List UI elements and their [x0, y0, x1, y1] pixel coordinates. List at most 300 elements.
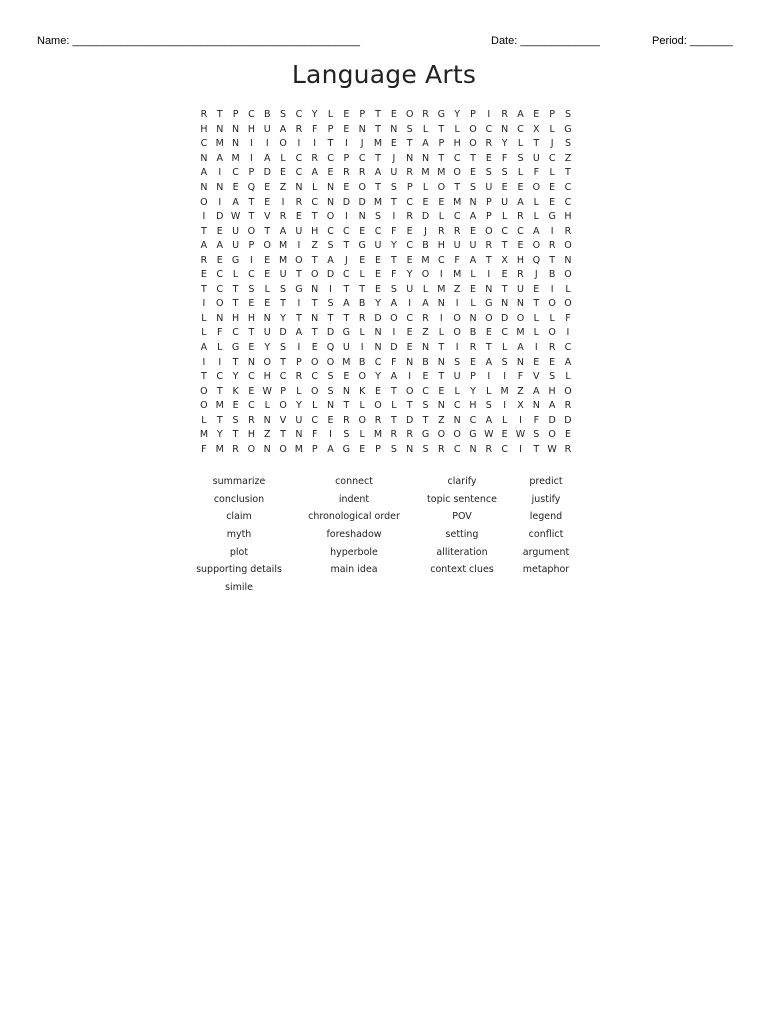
grid-letter[interactable]: O: [216, 298, 224, 310]
grid-letter[interactable]: E: [264, 182, 271, 193]
grid-letter[interactable]: N: [295, 429, 303, 441]
grid-letter[interactable]: T: [422, 414, 429, 426]
grid-letter[interactable]: N: [326, 196, 335, 208]
grid-letter[interactable]: C: [501, 443, 508, 455]
grid-letter[interactable]: R: [438, 443, 445, 455]
grid-letter[interactable]: I: [202, 298, 206, 310]
grid-letter[interactable]: B: [358, 356, 366, 368]
grid-letter[interactable]: V: [279, 414, 287, 426]
grid-letter[interactable]: R: [279, 211, 287, 223]
grid-letter[interactable]: E: [485, 327, 492, 339]
grid-letter[interactable]: O: [279, 443, 287, 455]
grid-letter[interactable]: E: [406, 342, 413, 354]
grid-letter[interactable]: N: [342, 385, 350, 397]
grid-letter[interactable]: T: [390, 385, 397, 397]
grid-letter[interactable]: O: [469, 138, 477, 150]
grid-letter[interactable]: L: [549, 167, 555, 179]
grid-letter[interactable]: L: [359, 269, 365, 281]
grid-letter[interactable]: S: [422, 400, 429, 412]
grid-letter[interactable]: L: [327, 109, 334, 121]
grid-letter[interactable]: L: [312, 182, 318, 193]
grid-letter[interactable]: N: [453, 414, 461, 426]
name-field[interactable]: Name: _______________________________________________: [37, 35, 360, 47]
grid-letter[interactable]: C: [248, 400, 255, 412]
grid-letter[interactable]: T: [311, 327, 318, 339]
grid-letter[interactable]: R: [469, 342, 477, 354]
grid-letter[interactable]: E: [406, 254, 413, 266]
grid-letter[interactable]: A: [469, 211, 477, 223]
grid-letter[interactable]: L: [422, 283, 429, 295]
grid-letter[interactable]: X: [517, 400, 524, 412]
grid-letter[interactable]: T: [280, 298, 286, 310]
grid-letter[interactable]: E: [485, 152, 492, 164]
grid-letter[interactable]: E: [517, 240, 524, 252]
grid-letter[interactable]: C: [453, 400, 461, 412]
grid-letter[interactable]: L: [422, 182, 429, 193]
grid-letter[interactable]: U: [295, 414, 303, 426]
grid-letter[interactable]: E: [295, 211, 302, 223]
grid-letter[interactable]: G: [231, 342, 240, 354]
grid-letter[interactable]: A: [200, 342, 208, 354]
grid-letter[interactable]: R: [295, 123, 303, 135]
grid-letter[interactable]: O: [548, 298, 556, 310]
grid-letter[interactable]: T: [201, 283, 207, 295]
grid-letter[interactable]: N: [263, 312, 271, 324]
grid-letter[interactable]: P: [311, 443, 318, 455]
grid-letter[interactable]: N: [516, 298, 525, 310]
grid-letter[interactable]: C: [327, 152, 334, 164]
grid-letter[interactable]: O: [548, 327, 556, 339]
grid-letter[interactable]: N: [421, 342, 430, 354]
grid-letter[interactable]: F: [565, 312, 571, 324]
grid-letter[interactable]: I: [487, 371, 491, 383]
grid-letter[interactable]: E: [311, 342, 318, 354]
grid-letter[interactable]: E: [248, 342, 255, 354]
grid-letter[interactable]: T: [232, 283, 239, 295]
grid-letter[interactable]: C: [311, 196, 319, 208]
grid-letter[interactable]: O: [295, 254, 303, 266]
grid-letter[interactable]: L: [470, 298, 476, 310]
grid-letter[interactable]: E: [327, 414, 334, 426]
grid-letter[interactable]: B: [422, 240, 429, 252]
grid-letter[interactable]: D: [326, 327, 335, 339]
grid-letter[interactable]: S: [549, 371, 556, 383]
grid-letter[interactable]: N: [421, 152, 430, 164]
grid-letter[interactable]: G: [564, 123, 572, 135]
grid-letter[interactable]: C: [216, 283, 224, 295]
grid-letter[interactable]: A: [390, 371, 398, 383]
grid-letter[interactable]: E: [248, 385, 255, 397]
grid-letter[interactable]: S: [327, 240, 334, 252]
grid-letter[interactable]: O: [421, 269, 430, 281]
grid-letter[interactable]: A: [374, 167, 382, 179]
grid-letter[interactable]: S: [375, 211, 382, 223]
grid-letter[interactable]: D: [406, 414, 414, 426]
grid-letter[interactable]: Y: [264, 342, 271, 354]
grid-letter[interactable]: L: [565, 371, 571, 383]
grid-letter[interactable]: A: [200, 240, 208, 252]
grid-letter[interactable]: C: [564, 342, 572, 354]
grid-letter[interactable]: I: [329, 283, 332, 295]
grid-letter[interactable]: T: [264, 225, 271, 237]
grid-letter[interactable]: R: [485, 443, 493, 455]
grid-letter[interactable]: T: [343, 283, 350, 295]
grid-letter[interactable]: H: [437, 240, 445, 252]
grid-letter[interactable]: A: [232, 196, 239, 208]
grid-letter[interactable]: S: [248, 283, 255, 295]
grid-letter[interactable]: R: [485, 240, 493, 252]
grid-letter[interactable]: L: [438, 211, 444, 223]
grid-letter[interactable]: I: [550, 225, 554, 237]
grid-letter[interactable]: T: [359, 283, 366, 295]
grid-letter[interactable]: S: [406, 123, 413, 135]
grid-letter[interactable]: C: [232, 167, 239, 179]
grid-letter[interactable]: O: [453, 312, 461, 324]
grid-letter[interactable]: O: [469, 123, 477, 135]
grid-letter[interactable]: N: [295, 182, 303, 193]
grid-letter[interactable]: S: [501, 167, 508, 179]
grid-letter[interactable]: O: [532, 240, 541, 252]
grid-letter[interactable]: T: [201, 371, 207, 383]
grid-letter[interactable]: T: [438, 152, 445, 164]
grid-letter[interactable]: N: [311, 312, 319, 324]
grid-letter[interactable]: K: [359, 385, 366, 397]
grid-letter[interactable]: I: [534, 342, 538, 354]
grid-letter[interactable]: R: [564, 400, 572, 412]
grid-letter[interactable]: H: [469, 400, 477, 412]
grid-letter[interactable]: I: [249, 254, 253, 266]
grid-letter[interactable]: T: [311, 211, 318, 223]
grid-letter[interactable]: I: [519, 443, 522, 455]
grid-letter[interactable]: A: [279, 225, 287, 237]
grid-letter[interactable]: D: [374, 312, 382, 324]
grid-letter[interactable]: R: [358, 312, 366, 324]
grid-letter[interactable]: T: [485, 254, 492, 266]
grid-letter[interactable]: E: [501, 182, 508, 193]
grid-letter[interactable]: T: [501, 283, 508, 295]
grid-letter[interactable]: L: [217, 342, 223, 354]
grid-letter[interactable]: F: [454, 254, 460, 266]
grid-letter[interactable]: L: [454, 385, 460, 397]
grid-letter[interactable]: I: [455, 342, 459, 354]
grid-letter[interactable]: I: [218, 167, 222, 179]
grid-letter[interactable]: O: [263, 240, 271, 252]
grid-letter[interactable]: V: [533, 371, 540, 383]
grid-letter[interactable]: Y: [501, 138, 508, 150]
grid-letter[interactable]: H: [247, 123, 255, 135]
grid-letter[interactable]: Y: [470, 385, 476, 397]
grid-letter[interactable]: L: [549, 312, 555, 324]
grid-letter[interactable]: E: [469, 356, 476, 368]
grid-letter[interactable]: S: [327, 385, 334, 397]
grid-letter[interactable]: T: [216, 414, 223, 426]
grid-letter[interactable]: N: [406, 356, 414, 368]
grid-letter[interactable]: Y: [232, 371, 239, 383]
grid-letter[interactable]: G: [548, 211, 556, 223]
grid-letter[interactable]: C: [406, 240, 413, 252]
grid-letter[interactable]: N: [326, 182, 335, 193]
grid-letter[interactable]: T: [295, 269, 302, 281]
grid-letter[interactable]: G: [358, 240, 366, 252]
grid-letter[interactable]: U: [469, 240, 477, 252]
grid-letter[interactable]: M: [516, 327, 525, 339]
grid-letter[interactable]: O: [310, 385, 319, 397]
grid-letter[interactable]: E: [549, 196, 556, 208]
grid-letter[interactable]: E: [232, 182, 239, 193]
grid-letter[interactable]: M: [215, 400, 224, 412]
grid-letter[interactable]: C: [248, 269, 255, 281]
grid-letter[interactable]: O: [485, 225, 493, 237]
grid-letter[interactable]: Z: [422, 327, 429, 339]
grid-letter[interactable]: T: [549, 254, 556, 266]
grid-letter[interactable]: S: [390, 182, 397, 193]
grid-letter[interactable]: A: [216, 240, 223, 252]
grid-letter[interactable]: M: [421, 167, 430, 179]
grid-letter[interactable]: O: [358, 371, 366, 383]
grid-letter[interactable]: E: [422, 196, 429, 208]
grid-letter[interactable]: O: [247, 225, 256, 237]
grid-letter[interactable]: N: [200, 152, 208, 164]
grid-letter[interactable]: S: [564, 138, 571, 150]
grid-letter[interactable]: A: [216, 152, 223, 164]
grid-letter[interactable]: R: [248, 414, 255, 426]
grid-letter[interactable]: I: [297, 138, 301, 150]
grid-letter[interactable]: S: [390, 283, 397, 295]
grid-letter[interactable]: A: [263, 152, 271, 164]
grid-letter[interactable]: E: [517, 182, 524, 193]
grid-letter[interactable]: T: [248, 327, 255, 339]
grid-letter[interactable]: U: [390, 167, 398, 179]
grid-letter[interactable]: T: [438, 371, 445, 383]
grid-letter[interactable]: N: [247, 356, 255, 368]
grid-letter[interactable]: A: [295, 327, 303, 339]
grid-letter[interactable]: L: [264, 283, 270, 295]
grid-letter[interactable]: N: [358, 211, 366, 223]
grid-letter[interactable]: G: [342, 443, 351, 455]
grid-letter[interactable]: M: [215, 138, 224, 150]
grid-letter[interactable]: D: [421, 211, 430, 223]
grid-letter[interactable]: N: [485, 283, 493, 295]
grid-letter[interactable]: L: [565, 283, 571, 295]
grid-letter[interactable]: T: [375, 109, 381, 121]
grid-letter[interactable]: L: [454, 123, 460, 135]
grid-letter[interactable]: A: [564, 356, 572, 368]
grid-letter[interactable]: E: [343, 123, 350, 135]
grid-letter[interactable]: I: [439, 312, 443, 324]
grid-letter[interactable]: T: [343, 312, 350, 324]
grid-letter[interactable]: C: [453, 152, 461, 164]
grid-letter[interactable]: C: [311, 371, 319, 383]
grid-letter[interactable]: C: [406, 312, 413, 324]
grid-letter[interactable]: P: [375, 443, 381, 455]
grid-letter[interactable]: D: [263, 167, 271, 179]
grid-letter[interactable]: O: [310, 269, 319, 281]
grid-letter[interactable]: C: [438, 254, 445, 266]
grid-letter[interactable]: I: [455, 298, 459, 310]
grid-letter[interactable]: A: [311, 167, 318, 179]
grid-letter[interactable]: L: [517, 167, 524, 179]
grid-letter[interactable]: E: [264, 254, 271, 266]
grid-letter[interactable]: E: [359, 443, 366, 455]
grid-letter[interactable]: N: [406, 443, 414, 455]
grid-letter[interactable]: E: [375, 283, 382, 295]
grid-letter[interactable]: D: [358, 196, 366, 208]
grid-letter[interactable]: F: [217, 327, 223, 339]
grid-letter[interactable]: C: [295, 167, 303, 179]
grid-letter[interactable]: U: [263, 327, 271, 339]
grid-letter[interactable]: H: [231, 312, 240, 324]
grid-letter[interactable]: U: [342, 342, 350, 354]
grid-letter[interactable]: L: [533, 327, 539, 339]
grid-letter[interactable]: A: [343, 298, 350, 310]
grid-letter[interactable]: H: [263, 371, 271, 383]
grid-letter[interactable]: P: [248, 167, 255, 179]
grid-letter[interactable]: O: [532, 182, 541, 193]
grid-letter[interactable]: A: [485, 356, 493, 368]
grid-letter[interactable]: N: [216, 312, 224, 324]
grid-letter[interactable]: E: [327, 167, 334, 179]
grid-letter[interactable]: E: [438, 196, 445, 208]
grid-letter[interactable]: E: [359, 225, 366, 237]
grid-letter[interactable]: Z: [311, 240, 318, 252]
grid-letter[interactable]: Z: [517, 385, 524, 397]
grid-letter[interactable]: O: [326, 356, 335, 368]
grid-letter[interactable]: J: [344, 254, 348, 266]
grid-letter[interactable]: I: [439, 269, 443, 281]
grid-letter[interactable]: H: [200, 123, 208, 135]
grid-letter[interactable]: C: [343, 269, 350, 281]
grid-letter[interactable]: M: [437, 167, 446, 179]
grid-letter[interactable]: R: [311, 152, 319, 164]
grid-letter[interactable]: M: [437, 283, 446, 295]
grid-letter[interactable]: O: [564, 269, 572, 281]
grid-letter[interactable]: D: [279, 327, 287, 339]
grid-letter[interactable]: H: [453, 138, 461, 150]
grid-letter[interactable]: C: [422, 385, 429, 397]
grid-letter[interactable]: O: [405, 109, 414, 121]
grid-letter[interactable]: F: [533, 414, 540, 426]
grid-letter[interactable]: E: [343, 109, 350, 121]
grid-letter[interactable]: R: [200, 109, 208, 121]
grid-letter[interactable]: F: [517, 371, 524, 383]
grid-letter[interactable]: E: [264, 196, 271, 208]
grid-letter[interactable]: O: [374, 400, 382, 412]
grid-letter[interactable]: L: [391, 400, 397, 412]
grid-letter[interactable]: S: [533, 429, 540, 441]
grid-letter[interactable]: L: [549, 123, 555, 135]
grid-letter[interactable]: L: [533, 211, 539, 223]
grid-letter[interactable]: D: [548, 414, 556, 426]
grid-letter[interactable]: D: [216, 211, 224, 223]
grid-letter[interactable]: U: [263, 123, 271, 135]
grid-letter[interactable]: A: [390, 298, 398, 310]
grid-letter[interactable]: I: [487, 109, 491, 121]
grid-letter[interactable]: I: [297, 342, 301, 354]
grid-letter[interactable]: O: [326, 211, 335, 223]
grid-letter[interactable]: D: [342, 196, 351, 208]
grid-letter[interactable]: Y: [454, 109, 461, 121]
grid-letter[interactable]: R: [390, 429, 398, 441]
grid-letter[interactable]: N: [358, 123, 366, 135]
grid-letter[interactable]: R: [548, 342, 556, 354]
grid-letter[interactable]: E: [375, 385, 382, 397]
grid-letter[interactable]: C: [564, 196, 572, 208]
grid-letter[interactable]: N: [311, 283, 319, 295]
grid-letter[interactable]: C: [406, 196, 413, 208]
grid-letter[interactable]: U: [453, 371, 461, 383]
grid-letter[interactable]: T: [327, 138, 334, 150]
grid-letter[interactable]: U: [501, 196, 509, 208]
grid-letter[interactable]: Z: [279, 182, 287, 193]
grid-letter[interactable]: F: [501, 152, 508, 164]
grid-letter[interactable]: R: [343, 167, 350, 179]
grid-letter[interactable]: U: [279, 269, 287, 281]
grid-letter[interactable]: T: [565, 167, 571, 179]
grid-letter[interactable]: P: [485, 196, 492, 208]
grid-letter[interactable]: E: [533, 283, 540, 295]
grid-letter[interactable]: R: [343, 414, 350, 426]
grid-letter[interactable]: E: [216, 254, 223, 266]
grid-letter[interactable]: T: [390, 254, 397, 266]
grid-letter[interactable]: Y: [390, 240, 397, 252]
grid-letter[interactable]: R: [438, 225, 445, 237]
grid-letter[interactable]: H: [564, 211, 572, 223]
grid-letter[interactable]: C: [248, 109, 255, 121]
grid-letter[interactable]: E: [501, 269, 508, 281]
grid-letter[interactable]: S: [280, 109, 287, 121]
grid-letter[interactable]: O: [310, 356, 319, 368]
grid-letter[interactable]: H: [311, 225, 319, 237]
grid-letter[interactable]: G: [295, 283, 303, 295]
grid-letter[interactable]: T: [343, 240, 350, 252]
grid-letter[interactable]: I: [249, 152, 253, 164]
grid-letter[interactable]: Y: [406, 269, 413, 281]
grid-letter[interactable]: B: [469, 327, 477, 339]
grid-letter[interactable]: O: [247, 443, 256, 455]
grid-letter[interactable]: T: [454, 182, 461, 193]
grid-letter[interactable]: A: [327, 443, 334, 455]
grid-letter[interactable]: H: [516, 254, 525, 266]
grid-letter[interactable]: T: [470, 152, 476, 164]
grid-letter[interactable]: O: [437, 182, 446, 193]
grid-letter[interactable]: R: [358, 167, 366, 179]
grid-letter[interactable]: N: [501, 123, 509, 135]
grid-letter[interactable]: T: [390, 414, 397, 426]
grid-letter[interactable]: I: [202, 356, 206, 368]
grid-letter[interactable]: U: [374, 240, 382, 252]
grid-letter[interactable]: A: [533, 225, 540, 237]
grid-letter[interactable]: E: [469, 283, 476, 295]
grid-letter[interactable]: N: [390, 123, 398, 135]
grid-letter[interactable]: C: [485, 123, 493, 135]
grid-letter[interactable]: S: [454, 356, 461, 368]
grid-letter[interactable]: N: [200, 182, 208, 193]
grid-letter[interactable]: E: [564, 429, 571, 441]
grid-letter[interactable]: R: [422, 109, 429, 121]
grid-letter[interactable]: T: [295, 312, 302, 324]
grid-letter[interactable]: B: [422, 356, 429, 368]
grid-letter[interactable]: O: [564, 240, 572, 252]
grid-letter[interactable]: S: [422, 443, 429, 455]
grid-letter[interactable]: A: [469, 254, 477, 266]
grid-letter[interactable]: Z: [564, 152, 572, 164]
grid-letter[interactable]: T: [216, 109, 223, 121]
grid-letter[interactable]: W: [484, 429, 494, 441]
grid-letter[interactable]: I: [344, 211, 348, 223]
grid-letter[interactable]: C: [295, 152, 303, 164]
grid-letter[interactable]: T: [406, 138, 413, 150]
grid-letter[interactable]: S: [280, 283, 287, 295]
